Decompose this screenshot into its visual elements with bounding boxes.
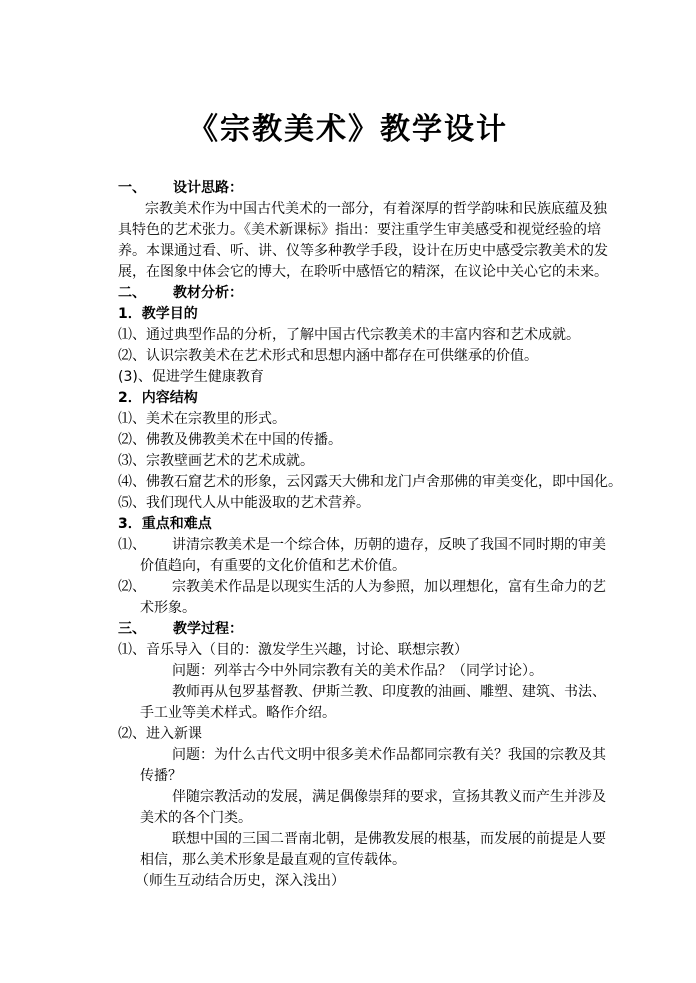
process-step-1-teacher-line-1: 教师再从包罗基督教、伊斯兰教、印度教的油画、雕塑、建筑、书法、 xyxy=(172,684,606,700)
structure-item-4: ⑷、佛教石窟艺术的形象，云冈露天大佛和龙门卢舍那佛的审美变化，即中国化。 xyxy=(118,474,622,490)
key-point-2-line-2: 术形象。 xyxy=(140,600,196,616)
process-step-2: ⑵、进入新课 xyxy=(118,726,202,742)
process-step-2-history-line-1: 联想中国的三国二晋南北朝，是佛教发展的根基，而发展的前提是人要 xyxy=(172,831,606,847)
process-step-1-teacher-line-2: 手工业等美术样式。略作介绍。 xyxy=(140,705,336,721)
process-step-1: ⑴、音乐导入（目的：激发学生兴趣，讨论、联想宗教） xyxy=(118,642,468,658)
goal-item-3: (3)、促进学生健康教育 xyxy=(118,369,264,385)
section3-number: 三、 xyxy=(118,621,146,637)
process-step-2-answer-line-1: 伴随宗教活动的发展，满足偶像崇拜的要求，宣扬其教义而产生并涉及 xyxy=(172,789,606,805)
section1-line-2: 具特色的艺术张力。《美术新课标》指出：要注重学生审美感受和视觉经验的培 xyxy=(118,222,601,238)
section2-title: 教材分析： xyxy=(173,285,243,301)
process-step-2-question-line-2: 传播？ xyxy=(140,768,182,784)
page-title: 《宗教美术》教学设计 xyxy=(188,112,508,147)
structure-item-2: ⑵、佛教及佛教美术在中国的传播。 xyxy=(118,432,342,448)
section1-line-4: 展，在图象中体会它的博大，在聆听中感悟它的精深，在议论中关心它的未来。 xyxy=(118,264,608,280)
structure-item-3: ⑶、宗教壁画艺术的艺术成就。 xyxy=(118,453,314,469)
process-step-2-question-line-1: 问题：为什么古代文明中很多美术作品都同宗教有关？我国的宗教及其 xyxy=(172,747,606,763)
goal-item-2: ⑵、认识宗教美术在艺术形式和思想内涵中都存在可供继承的价值。 xyxy=(118,348,538,364)
structure-item-1: ⑴、美术在宗教里的形式。 xyxy=(118,411,286,427)
section1-line-3: 养。本课通过看、听、讲、仪等多种教学手段，设计在历史中感受宗教美术的发 xyxy=(118,243,608,259)
subsection-teaching-goals: 1．教学目的 xyxy=(118,306,198,322)
section3-title: 教学过程： xyxy=(173,621,243,637)
section3-heading xyxy=(118,620,243,638)
section1-line-1: 宗教美术作为中国古代美术的一部分，有着深厚的哲学韵味和民族底蕴及独 xyxy=(145,201,607,217)
section1-title: 设计思路： xyxy=(173,180,243,196)
process-step-1-question: 问题：列举古今中外同宗教有关的美术作品？（同学讨论）。 xyxy=(172,663,543,679)
section1-heading xyxy=(118,179,243,197)
section2-number: 二、 xyxy=(118,285,146,301)
process-step-2-history-line-2: 相信，那么美术形象是最直观的宣传载体。 xyxy=(140,852,406,868)
process-step-2-note: （师生互动结合历史，深入浅出） xyxy=(135,873,345,889)
goal-item-1: ⑴、通过典型作品的分析，了解中国古代宗教美术的丰富内容和艺术成就。 xyxy=(118,327,580,343)
key-point-1-number: ⑴、 xyxy=(118,537,146,553)
subsection-content-structure: 2．内容结构 xyxy=(118,390,198,406)
section2-heading xyxy=(118,284,243,302)
key-point-2-number: ⑵、 xyxy=(118,579,146,595)
process-step-2-answer-line-2: 美术的各个门类。 xyxy=(140,810,252,826)
key-point-2-line-1: 宗教美术作品是以现实生活的人为参照，加以理想化，富有生命力的艺 xyxy=(172,579,606,595)
key-point-1-line-2: 价值趋向，有重要的文化价值和艺术价值。 xyxy=(140,558,406,574)
section1-number: 一、 xyxy=(118,180,146,196)
structure-item-5: ⑸、我们现代人从中能汲取的艺术营养。 xyxy=(118,495,370,511)
key-point-1-line-1: 讲清宗教美术是一个综合体，历朝的遗存，反映了我国不同时期的审美 xyxy=(172,537,606,553)
subsection-key-points: 3．重点和难点 xyxy=(118,516,212,532)
